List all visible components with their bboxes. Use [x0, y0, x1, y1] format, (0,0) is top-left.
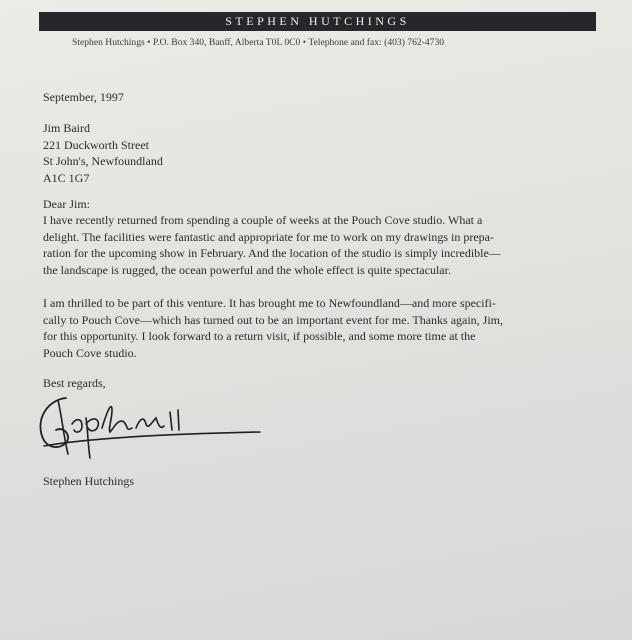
- recipient-name: Jim Baird: [43, 121, 90, 135]
- letter-date: September, 1997: [43, 90, 124, 104]
- paragraph-line: for this opportunity. I look forward to a return visit, if possible, and some more time at the: [43, 329, 476, 344]
- letterhead-contact: Stephen Hutchings • P.O. Box 340, Banff, Alberta T0L 0C0 • Telephone and fax: (403) 762-4730: [72, 37, 445, 48]
- paragraph-1: [43, 212, 613, 278]
- recipient-street: 221 Duckworth Street: [43, 137, 149, 152]
- recipient-address: [43, 120, 163, 186]
- recipient-postal: A1C 1G7: [43, 170, 90, 185]
- salutation: Dear Jim:: [43, 197, 90, 211]
- paragraph-2: [43, 295, 613, 361]
- paragraph-line: cally to Pouch Cove—which has turned out to be an important event for me. Thanks again, Jim,: [43, 312, 504, 327]
- paragraph-line: I have recently returned from spending a couple of weeks at the Pouch Cove studio. What a: [43, 213, 483, 227]
- paragraph-line: I am thrilled to be part of this venture. It has brought me to Newfoundland—and more specifi-: [43, 296, 496, 310]
- paragraph-line: the landscape is rugged, the ocean powerful and the whole effect is quite spectacular.: [43, 262, 451, 277]
- paragraph-line: delight. The facilities were fantastic and appropriate for me to work on my drawings in prepa-: [43, 229, 494, 244]
- signer-name: Stephen Hutchings: [43, 474, 134, 488]
- handwritten-signature: [28, 388, 268, 468]
- letterhead-banner: STEPHEN HUTCHINGS: [39, 12, 596, 31]
- paragraph-line: Pouch Cove studio.: [43, 345, 137, 360]
- closing: Best regards,: [43, 376, 106, 390]
- paragraph-line: ration for the upcoming show in February. And the location of the studio is simply incredible—: [43, 246, 501, 261]
- recipient-city: St John's, Newfoundland: [43, 154, 163, 168]
